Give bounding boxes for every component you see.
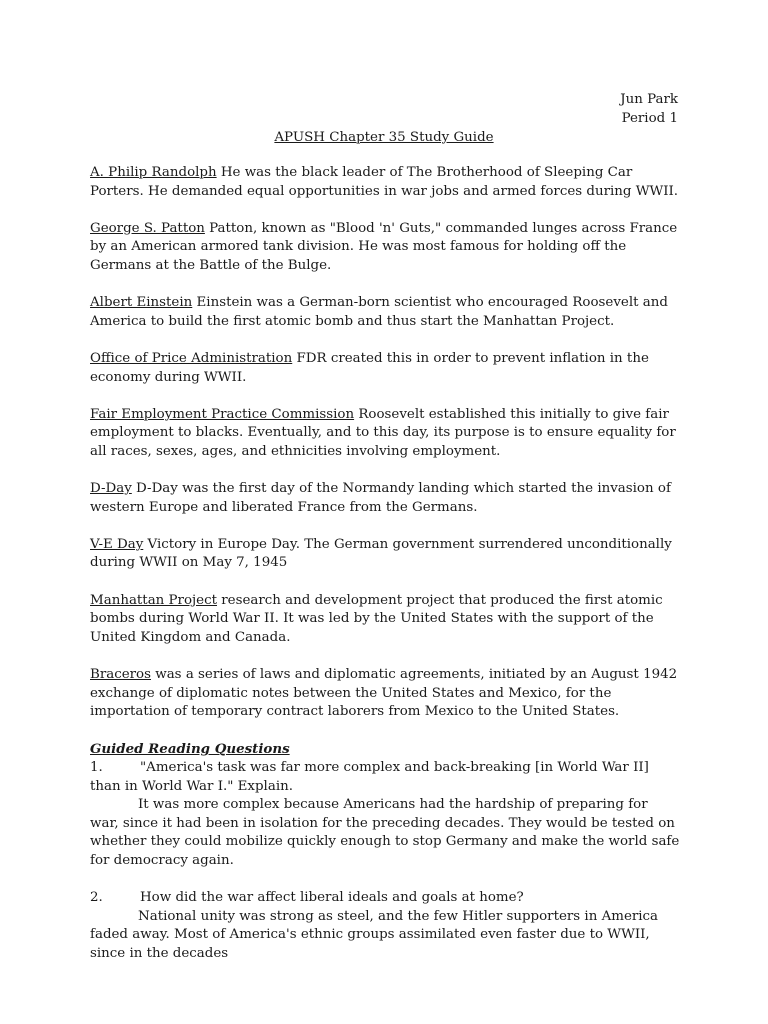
- class-period: Period 1: [621, 110, 678, 126]
- term-definition: FDR created this in order to prevent inflation in the economy during WWII.: [90, 350, 649, 385]
- question-text: How did the war affect liberal ideals and goals at home?: [140, 890, 524, 906]
- question-number: 2.: [90, 890, 103, 906]
- term-name: George S. Patton: [90, 220, 205, 236]
- term-definition: research and development project that produced the first atomic bombs during World War II. It was led by the United States with the support of the United Kingdom and Canada.: [90, 592, 663, 645]
- term-entry: [90, 480, 680, 517]
- term-name: V-E Day: [90, 536, 144, 552]
- answer-text: It was more complex because Americans had the hardship of preparing for war, since it had been in isolation for the preceding decades. They would be tested on whether they could mobilize quickly enough to stop Germany and make the world safe for democracy again.: [90, 797, 680, 868]
- term-name: Office of Price Administration: [90, 350, 293, 366]
- term-entry: [90, 164, 680, 201]
- term-definition: Victory in Europe Day. The German government surrendered unconditionally during WWII on May 7, 1945: [90, 536, 672, 571]
- term-definition: D-Day was the first day of the Normandy landing which started the invasion of western Europe and liberated France from the Germans.: [90, 481, 671, 515]
- question-item: [90, 759, 680, 871]
- term-name: Manhattan Project: [90, 592, 217, 608]
- term-entry: [90, 350, 680, 387]
- student-name: Jun Park: [620, 92, 678, 107]
- answer-text: National unity was strong as steel, and the few Hitler supporters in America faded away. Most of America's ethnic groups assimilated even faster due to WWII, since in the decades: [90, 908, 659, 961]
- document-body: [90, 164, 680, 964]
- term-name: A. Philip Randolph: [90, 165, 217, 180]
- term-name: Fair Employment Practice Commission: [90, 406, 355, 422]
- question-line: [90, 759, 680, 796]
- term-definition: Einstein was a German-born scientist who encouraged Roosevelt and America to build the first atomic bomb and thus start the Manhattan Project.: [90, 295, 668, 329]
- page-title: APUSH Chapter 35 Study Guide: [274, 130, 494, 145]
- term-name: Braceros: [90, 667, 151, 683]
- term-definition: was a series of laws and diplomatic agreements, initiated by an August 1942 exchange of diplomatic notes between the United States and Mexico, for the importation of temporary contract laborers from Mexico to the United States.: [90, 667, 678, 720]
- term-name: Albert Einstein: [90, 295, 193, 311]
- spacer: [90, 871, 680, 890]
- term-definition: Roosevelt established this initially to give fair employment to blacks. Eventually, and to this day, its purpose is to ensure equality for all races, sexes, ages, and ethnicities involving employment.: [90, 406, 676, 459]
- term-entry: [90, 536, 680, 573]
- student-header: [620, 91, 678, 128]
- term-definition: He was the black leader of The Brotherhood of Sleeping Car Porters. He demanded equal opportunities in war jobs and armed forces during WWII.: [90, 165, 679, 199]
- question-item: [90, 889, 680, 963]
- question-line: [90, 889, 680, 908]
- term-name: D-Day: [90, 481, 132, 497]
- term-definition: Patton, known as "Blood 'n' Guts," commanded lunges across France by an American armored tank division. He was most famous for holding off the Germans at the Battle of the Bulge.: [90, 220, 678, 273]
- question-text: "America's task was far more complex and back-breaking [in World War II] than in World War I." Explain.: [90, 760, 649, 794]
- term-entry: [90, 592, 680, 648]
- term-entry: [90, 406, 680, 462]
- term-entry: [90, 666, 680, 722]
- question-number: 1.: [90, 760, 103, 775]
- term-entry: [90, 220, 680, 276]
- section-heading: Guided Reading Questions: [90, 741, 290, 758]
- term-entry: [90, 294, 680, 331]
